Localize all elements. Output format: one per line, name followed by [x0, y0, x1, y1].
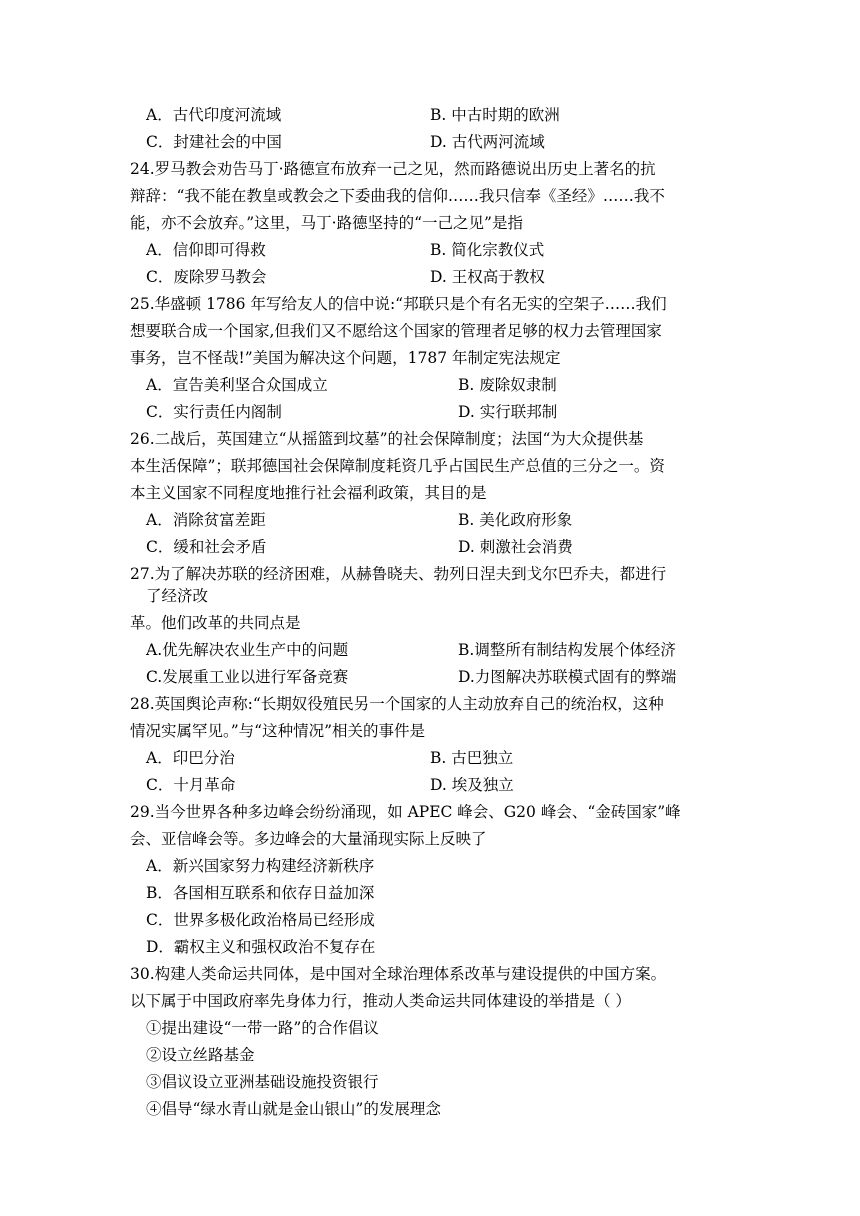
- q23-option-c: C．封建社会的中国: [146, 133, 282, 151]
- q26-stem-line-3: 本主义国家不同程度地推行社会福利政策，其目的是: [130, 484, 487, 502]
- q26-stem-line-1: 26.二战后，英国建立“从摇篮到坟墓”的社会保障制度；法国“为大众提供基: [130, 430, 644, 448]
- q24-stem-line-3: 能，亦不会放弃。”这里，马丁·路德坚持的“一己之见”是指: [130, 214, 523, 232]
- q28-stem-line-2: 情况实属罕见。”与“这种情况”相关的事件是: [130, 722, 426, 740]
- q25-option-d: D. 实行联邦制: [458, 403, 558, 421]
- q27-stem-line-2: 了经济改: [146, 587, 209, 605]
- q28-option-d: D. 埃及独立: [430, 776, 514, 794]
- q26-stem-line-2: 本生活保障”；联邦德国社会保障制度耗资几乎占国民生产总值的三分之一。资: [130, 457, 665, 475]
- q25-option-c: C．实行责任内阁制: [146, 403, 282, 421]
- q27-option-d: D.力图解决苏联模式固有的弊端: [458, 668, 677, 686]
- q30-stem-line-2: 以下属于中国政府率先身体力行，推动人类命运共同体建设的举措是（ ）: [130, 992, 631, 1010]
- q30-item-1: ①提出建设“一带一路”的合作倡议: [146, 1019, 379, 1037]
- q24-option-d: D. 王权高于教权: [430, 268, 545, 286]
- q30-item-2: ②设立丝路基金: [146, 1046, 255, 1064]
- q25-stem-line-2: 想要联合成一个国家,但我们又不愿给这个国家的管理者足够的权力去管理国家: [130, 322, 662, 340]
- q23-option-b: B. 中古时期的欧洲: [430, 106, 560, 124]
- q27-option-a: A.优先解决农业生产中的问题: [146, 641, 349, 659]
- q29-stem-line-1: 29.当今世界各种多边峰会纷纷涌现，如 APEC 峰会、G20 峰会、“金砖国家”峰: [130, 803, 681, 821]
- q26-option-c: C．缓和社会矛盾: [146, 538, 267, 556]
- q28-option-c: C．十月革命: [146, 776, 236, 794]
- q29-option-d: D．霸权主义和强权政治不复存在: [146, 938, 376, 956]
- q23-option-d: D. 古代两河流域: [430, 133, 545, 151]
- q27-option-c: C.发展重工业以进行军备竞赛: [146, 668, 349, 686]
- q27-stem-line-3: 革。他们改革的共同点是: [130, 614, 301, 632]
- q28-option-a: A．印巴分治: [146, 749, 235, 767]
- q24-stem-line-1: 24.罗马教会劝告马丁·路德宣布放弃一己之见，然而路德说出历史上著名的抗: [130, 160, 656, 178]
- q23-option-a: A．古代印度河流域: [146, 106, 282, 124]
- q26-option-d: D. 刺激社会消费: [458, 538, 573, 556]
- q24-option-c: C．废除罗马教会: [146, 268, 267, 286]
- q28-option-b: B. 古巴独立: [430, 749, 514, 767]
- q27-option-b: B.调整所有制结构发展个体经济: [458, 641, 676, 659]
- q29-option-c: C．世界多极化政治格局已经形成: [146, 911, 375, 929]
- q30-item-4: ④倡导“绿水青山就是金山银山”的发展理念: [146, 1100, 441, 1118]
- q26-option-b: B. 美化政府形象: [458, 511, 573, 529]
- q24-option-b: B. 简化宗教仪式: [430, 241, 545, 259]
- q25-option-a: A．宣告美利坚合众国成立: [146, 376, 328, 394]
- q27-stem-line-1: 27.为了解决苏联的经济困难，从赫鲁晓夫、勃列日涅夫到戈尔巴乔夫，都进行: [130, 565, 667, 583]
- q26-option-a: A．消除贫富差距: [146, 511, 266, 529]
- q25-stem-line-1: 25.华盛顿 1786 年写给友人的信中说:“邦联只是个有名无实的空架子……我们: [130, 295, 667, 313]
- q24-option-a: A．信仰即可得救: [146, 241, 266, 259]
- q30-item-3: ③倡议设立亚洲基础设施投资银行: [146, 1073, 379, 1091]
- q29-option-a: A．新兴国家努力构建经济新秩序: [146, 857, 375, 875]
- q28-stem-line-1: 28.英国舆论声称:“长期奴役殖民另一个国家的人主动放弃自己的统治权，这种: [130, 695, 664, 713]
- q24-stem-line-2: 辩辞：“我不能在教皇或教会之下委曲我的信仰……我只信奉《圣经》……我不: [130, 187, 665, 205]
- q29-stem-line-2: 会、亚信峰会等。多边峰会的大量涌现实际上反映了: [130, 830, 487, 848]
- q30-stem-line-1: 30.构建人类命运共同体，是中国对全球治理体系改革与建设提供的中国方案。: [130, 965, 667, 983]
- q25-stem-line-3: 事务，岂不怪哉!”美国为解决这个问题，1787 年制定宪法规定: [130, 349, 561, 367]
- q25-option-b: B. 废除奴隶制: [458, 376, 557, 394]
- q29-option-b: B．各国相互联系和依存日益加深: [146, 884, 375, 902]
